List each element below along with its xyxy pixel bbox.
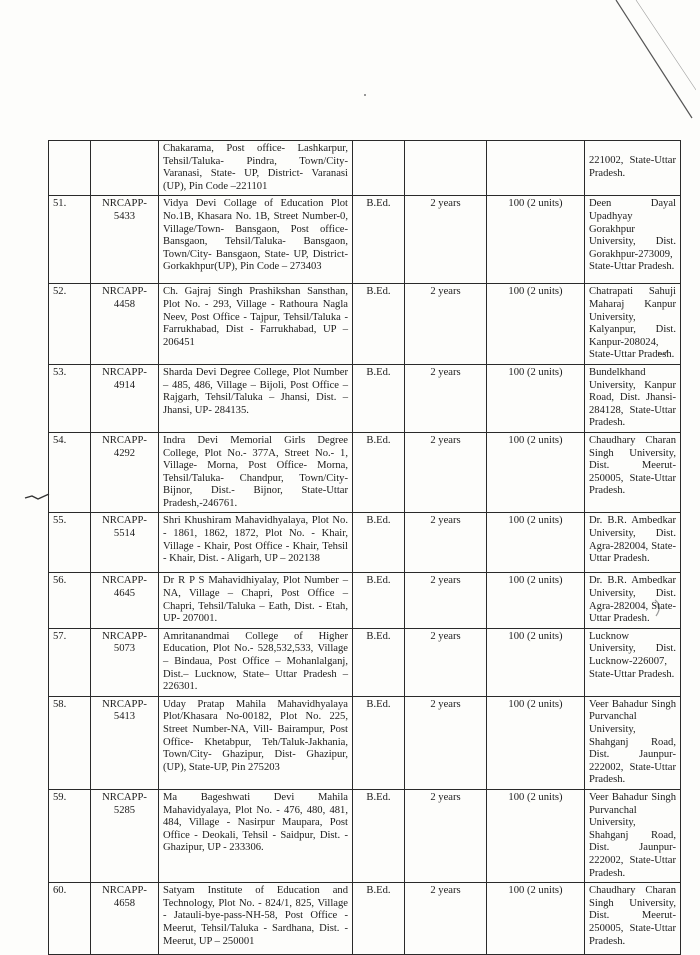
serial-number: 60. [49, 883, 91, 955]
table-row [49, 364, 681, 432]
duration: 2 years [405, 628, 487, 696]
table-row [49, 432, 681, 513]
affiliating-university: Bundelkhand University, Kanpur Road, Dist. Jhansi-284128, State-Uttar Pradesh. [585, 364, 681, 432]
course: B.Ed. [353, 196, 405, 284]
institution-address: Amritanandmai College of Higher Education, Plot No.- 528,532,533, Village – Bindaua, Post Office – Mohanlalganj, Dist.– Lucknow, State– Uttar Pradesh – 226301. [159, 628, 353, 696]
serial-number: 58. [49, 696, 91, 789]
course: B.Ed. [353, 628, 405, 696]
institution-address: Vidya Devi Collage of Education Plot No.1B, Khasara No. 1B, Street Number-0, Village/Town- Bansgaon, Post office- Bansgaon, Tehsil/Taluka- Bansgaon, Town/City- Bansgaon, State- UP, District- Gorkakhpur(UP), Pin Code – 273403 [159, 196, 353, 284]
document-page [48, 140, 676, 955]
table-row [49, 628, 681, 696]
course [353, 141, 405, 196]
institution-address: Shri Khushiram Mahavidhyalaya, Plot No. - 1861, 1862, 1872, Plot No. - Khair, Village - Khair, Post Office - Khair, Tehsil - Khair, Dist. - Aligarh, UP – 202138 [159, 513, 353, 573]
course: B.Ed. [353, 432, 405, 513]
duration: 2 years [405, 789, 487, 882]
intake: 100 (2 units) [487, 789, 585, 882]
affiliating-university: Veer Bahadur Singh Purvanchal University, Shahganj Road, Dist. Jaunpur-222002, State-Uttar Pradesh. [585, 696, 681, 789]
institution-address: Chakarama, Post office- Lashkarpur, Tehsil/Taluka- Pindra, Town/City- Varanasi, State- UP, District- Varanasi (UP), Pin Code –221101 [159, 141, 353, 196]
affiliating-university: Chaudhary Charan Singh University, Dist. Meerut-250005, State-Uttar Pradesh. [585, 432, 681, 513]
intake: 100 (2 units) [487, 628, 585, 696]
application-code [91, 141, 159, 196]
application-code: NRCAPP-4458 [91, 284, 159, 365]
application-code: NRCAPP-4645 [91, 573, 159, 628]
table-row [49, 284, 681, 365]
intake: 100 (2 units) [487, 883, 585, 955]
application-code: NRCAPP-5433 [91, 196, 159, 284]
duration: 2 years [405, 696, 487, 789]
institutions-table [48, 140, 681, 955]
serial-number: 51. [49, 196, 91, 284]
course: B.Ed. [353, 696, 405, 789]
serial-number: 54. [49, 432, 91, 513]
institution-address: Sharda Devi Degree College, Plot Number – 485, 486, Village – Bijoli, Post Office – Rajgarh, Tehsil/Taluka – Jhansi, Dist. – Jhansi, UP- 284135. [159, 364, 353, 432]
application-code: NRCAPP-5413 [91, 696, 159, 789]
course: B.Ed. [353, 284, 405, 365]
affiliating-university: Veer Bahadur Singh Purvanchal University, Shahganj Road, Dist. Jaunpur-222002, State-Uttar Pradesh. [585, 789, 681, 882]
duration: 2 years [405, 364, 487, 432]
institution-address: Ch. Gajraj Singh Prashikshan Sansthan, Plot No. - 293, Village - Rathoura Nagla Neev, Post Office - Tajpur, Tehsil/Taluka - Farrukhabad, Dist - Farrukhabad, UP – 206451 [159, 284, 353, 365]
duration: 2 years [405, 573, 487, 628]
duration: 2 years [405, 513, 487, 573]
course: B.Ed. [353, 573, 405, 628]
intake: 100 (2 units) [487, 432, 585, 513]
table-row [49, 513, 681, 573]
institution-address: Satyam Institute of Education and Technology, Plot No. - 824/1, 825, Village - Jatauli-bye-pass-NH-58, Post Office - Meerut, Tehsil/Taluka - Sardhana, Dist. - Meerut, UP – 250001 [159, 883, 353, 955]
application-code: NRCAPP-5285 [91, 789, 159, 882]
intake: 100 (2 units) [487, 196, 585, 284]
duration: 2 years [405, 196, 487, 284]
application-code: NRCAPP-5073 [91, 628, 159, 696]
institution-address: Ma Bageshwati Devi Mahila Mahavidyalaya, Plot No. - 476, 480, 481, 484, Village - Nasirpur Maupara, Post Office - Deokali, Tehsil - Saidpur, Dist. - Ghazipur, UP - 233306. [159, 789, 353, 882]
serial-number: 59. [49, 789, 91, 882]
table-row [49, 696, 681, 789]
serial-number: 55. [49, 513, 91, 573]
application-code: NRCAPP-4914 [91, 364, 159, 432]
table-row [49, 789, 681, 882]
institution-address: Indra Devi Memorial Girls Degree College, Plot No.- 377A, Street No.- 1, Village- Morna, Post Office- Morna, Tehsil/Taluka- Chandpur, Town/City- Bijnor, Dist.- Bijnor, State-Uttar Pradesh,-246761. [159, 432, 353, 513]
affiliating-university: Chaudhary Charan Singh University, Dist. Meerut-250005, State-Uttar Pradesh. [585, 883, 681, 955]
intake: 100 (2 units) [487, 284, 585, 365]
page-fold-line [606, 0, 696, 120]
duration: 2 years [405, 432, 487, 513]
intake: 100 (2 units) [487, 513, 585, 573]
duration [405, 141, 487, 196]
table-row [49, 141, 681, 196]
serial-number [49, 141, 91, 196]
application-code: NRCAPP-4658 [91, 883, 159, 955]
intake: 100 (2 units) [487, 573, 585, 628]
intake: 100 (2 units) [487, 364, 585, 432]
application-code: NRCAPP-5514 [91, 513, 159, 573]
duration: 2 years [405, 883, 487, 955]
affiliating-university: 221002, State-Uttar Pradesh. [585, 141, 681, 196]
affiliating-university: Deen Dayal Upadhyay Gorakhpur University, Dist. Gorakhpur-273009, State-Uttar Pradesh. [585, 196, 681, 284]
intake: 100 (2 units) [487, 696, 585, 789]
table-body [49, 141, 681, 955]
intake [487, 141, 585, 196]
duration: 2 years [405, 284, 487, 365]
speck-mark [364, 94, 366, 96]
institution-address: Dr R P S Mahavidhiyalay, Plot Number – NA, Village – Chapri, Post Office – Chapri, Tehsil/Taluka – Eath, Dist. - Etah, UP- 207001. [159, 573, 353, 628]
serial-number: 53. [49, 364, 91, 432]
serial-number: 52. [49, 284, 91, 365]
affiliating-university: Dr. B.R. Ambedkar University, Dist. Agra-282004, State-Uttar Pradesh. [585, 513, 681, 573]
serial-number: 57. [49, 628, 91, 696]
affiliating-university: Dr. B.R. Ambedkar University, Dist. Agra-282004, State-Uttar Pradesh. [585, 573, 681, 628]
course: B.Ed. [353, 364, 405, 432]
affiliating-university: Lucknow University, Dist. Lucknow-226007, State-Uttar Pradesh. [585, 628, 681, 696]
serial-number: 56. [49, 573, 91, 628]
course: B.Ed. [353, 789, 405, 882]
institution-address: Uday Pratap Mahila Mahavidhyalaya Plot/Khasara No-00182, Plot No. 225, Street Number-NA, Vill- Bairampur, Post Office- Khetabpur, Teh/Taluk-Jakhania, Town/City- Ghazipur, Dist- Ghazipur, (UP), State-UP, Pin 275203 [159, 696, 353, 789]
table-row [49, 196, 681, 284]
application-code: NRCAPP-4292 [91, 432, 159, 513]
table-row [49, 883, 681, 955]
course: B.Ed. [353, 513, 405, 573]
pen-tick-mark [24, 488, 50, 504]
course: B.Ed. [353, 883, 405, 955]
table-row [49, 573, 681, 628]
affiliating-university: Chatrapati Sahuji Maharaj Kanpur University, Kalyanpur, Dist. Kanpur-208024, State-Uttar Pradesh. [585, 284, 681, 365]
